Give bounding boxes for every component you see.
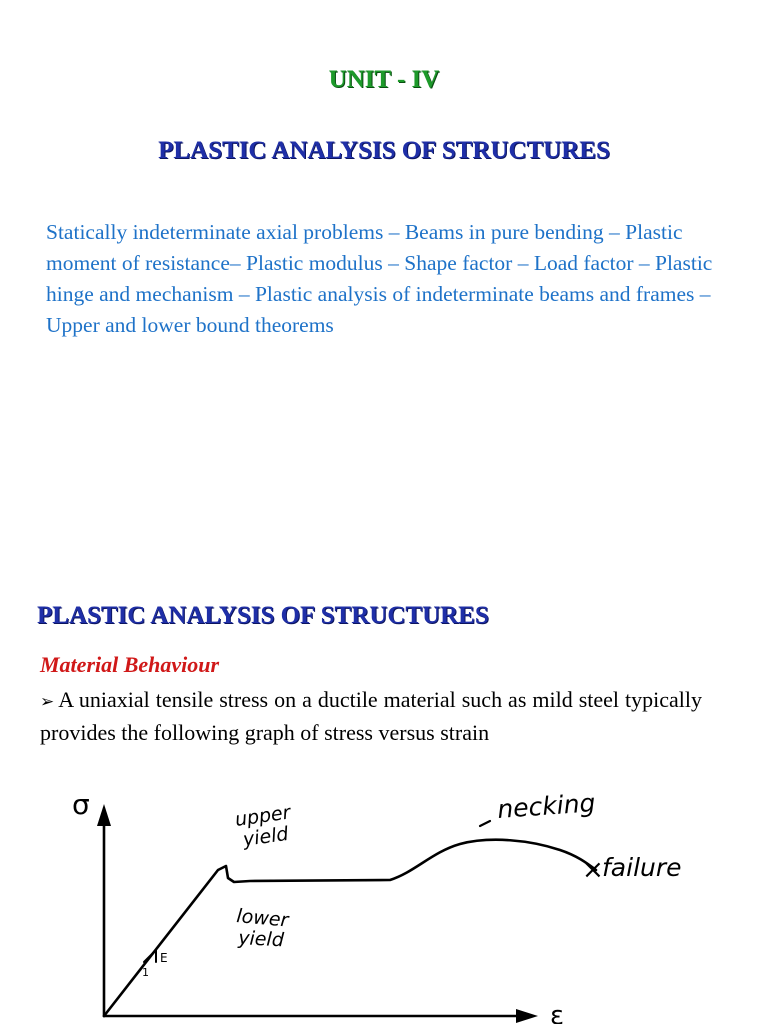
bullet-arrow-icon: ➢: [40, 692, 55, 711]
failure-marker-icon: ×: [582, 855, 604, 885]
stress-strain-sketch: [60, 780, 750, 1024]
necking-label: necking: [496, 788, 597, 824]
slope-triangle: [144, 950, 156, 962]
section-title: PLASTIC ANALYSIS OF STRUCTURES: [37, 602, 489, 629]
bullet-paragraph: [40, 684, 702, 748]
material-behaviour-heading: Material Behaviour: [40, 652, 220, 677]
failure-label: failure: [602, 853, 682, 882]
upper-yield-label-1: upper: [233, 801, 292, 831]
upper-yield-label-2: yield: [241, 822, 290, 851]
x-axis-arrow-icon: [516, 1009, 538, 1023]
unit-title: UNIT - IV: [328, 66, 440, 93]
slope-label: 1: [142, 966, 149, 979]
main-title: PLASTIC ANALYSIS OF STRUCTURES: [158, 137, 610, 164]
stress-strain-curve: [104, 840, 596, 1016]
y-axis-arrow-icon: [97, 804, 111, 826]
bullet-text: A uniaxial tensile stress on a ductile material such as mild steel typically provides the following graph of stress versus strain: [40, 687, 702, 745]
x-axis-label: ε: [550, 1001, 565, 1024]
lower-yield-label-1: lower: [235, 905, 290, 932]
syllabus-text: Statically indeterminate axial problems – Beams in pure bending – Plastic moment of resistance– Plastic modulus – Shape factor – Load factor – Plastic hinge and mechanism – Plastic analysis of indeterminate beams and frames – Upper and lower bound theorems: [46, 220, 713, 337]
lower-yield-label-2: yield: [237, 927, 285, 952]
y-axis-label: σ: [72, 788, 90, 821]
modulus-label: E: [160, 951, 168, 965]
